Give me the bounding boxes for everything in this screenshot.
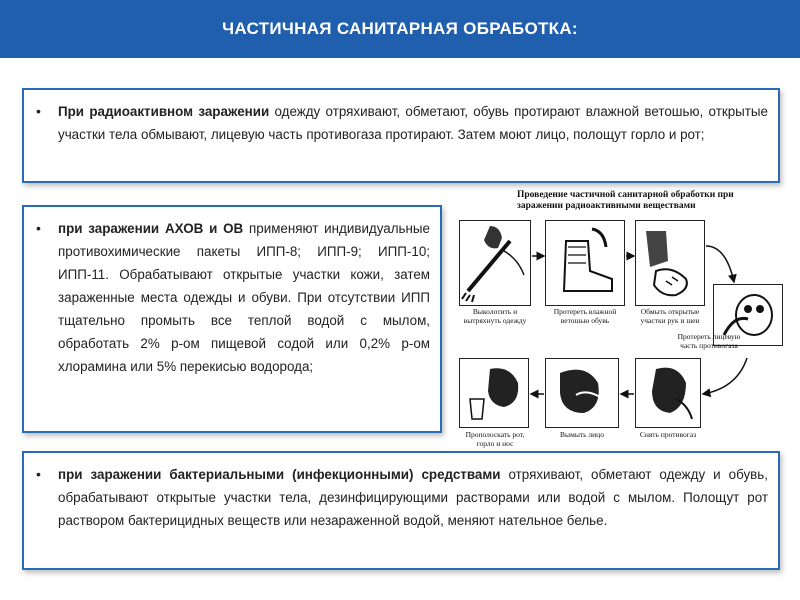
section-bacterial: [22, 451, 780, 570]
illustration-title: Проведение частичной санитарной обработки при заражении радиоактивными веществами: [517, 190, 734, 211]
bullet-icon: •: [36, 220, 41, 236]
step-caption: Снять противогаз: [639, 430, 697, 439]
page-title-text: ЧАСТИЧНАЯ САНИТАРНАЯ ОБРАБОТКА:: [222, 19, 578, 38]
section-radioactive: [22, 88, 780, 183]
bullet-icon: •: [36, 466, 41, 482]
arrow: [706, 246, 734, 282]
section-heading: при заражении АХОВ и ОВ: [58, 221, 244, 236]
section-body: отряхивают, обметают одежду и обувь, обрабатывают открытые участки тела, дезинфицирующими растворами или водой с мылом. Полощут рот раствором бактерицидных веществ или незараженной водой, меняют нательное белье.: [58, 467, 768, 528]
section-heading: при заражении бактериальными (инфекционными) средствами: [58, 467, 501, 482]
bullet-icon: •: [36, 103, 41, 119]
step-caption: Обмыть открытые участки рук и шеи: [640, 307, 700, 325]
flow-arrows: [457, 186, 787, 446]
section-text: [58, 100, 768, 146]
procedure-illustration: [457, 186, 787, 446]
section-text: [58, 217, 430, 378]
section-chemical: [22, 205, 442, 433]
section-body: применяют индивидуальные противохимические пакеты ИПП-8; ИПП-9; ИПП-10; ИПП-11. Обрабатывают открытые участки кожи, затем зараженные места одежды и обуви. При отсутствии ИПП тщательно промыть все теплой водой с мылом, обработать 2% р-ом пищевой содой или 0,2% р-ом хлорамина или 5% перекисью водорода;: [58, 221, 430, 374]
step-caption: Вымыть лицо: [560, 430, 604, 439]
step-caption: Протереть лицевую часть противогаза: [677, 332, 741, 350]
section-text: [58, 463, 768, 532]
page-title: [0, 0, 800, 58]
section-body: одежду отряхивают, обметают, обувь протирают влажной ветошью, открытые участки тела обмывают, лицевую часть противогаза протирают. Затем моют лицо, полощут горло и рот;: [58, 104, 768, 142]
arrow: [703, 358, 747, 394]
section-heading: При радиоактивном заражении: [58, 104, 270, 119]
step-caption: Прополоскать рот, горло и нос: [465, 430, 525, 448]
step-caption: Протереть влажной ветошью обувь: [553, 307, 617, 325]
step-caption: Выколотить и вытряхнуть одежду: [463, 307, 527, 325]
